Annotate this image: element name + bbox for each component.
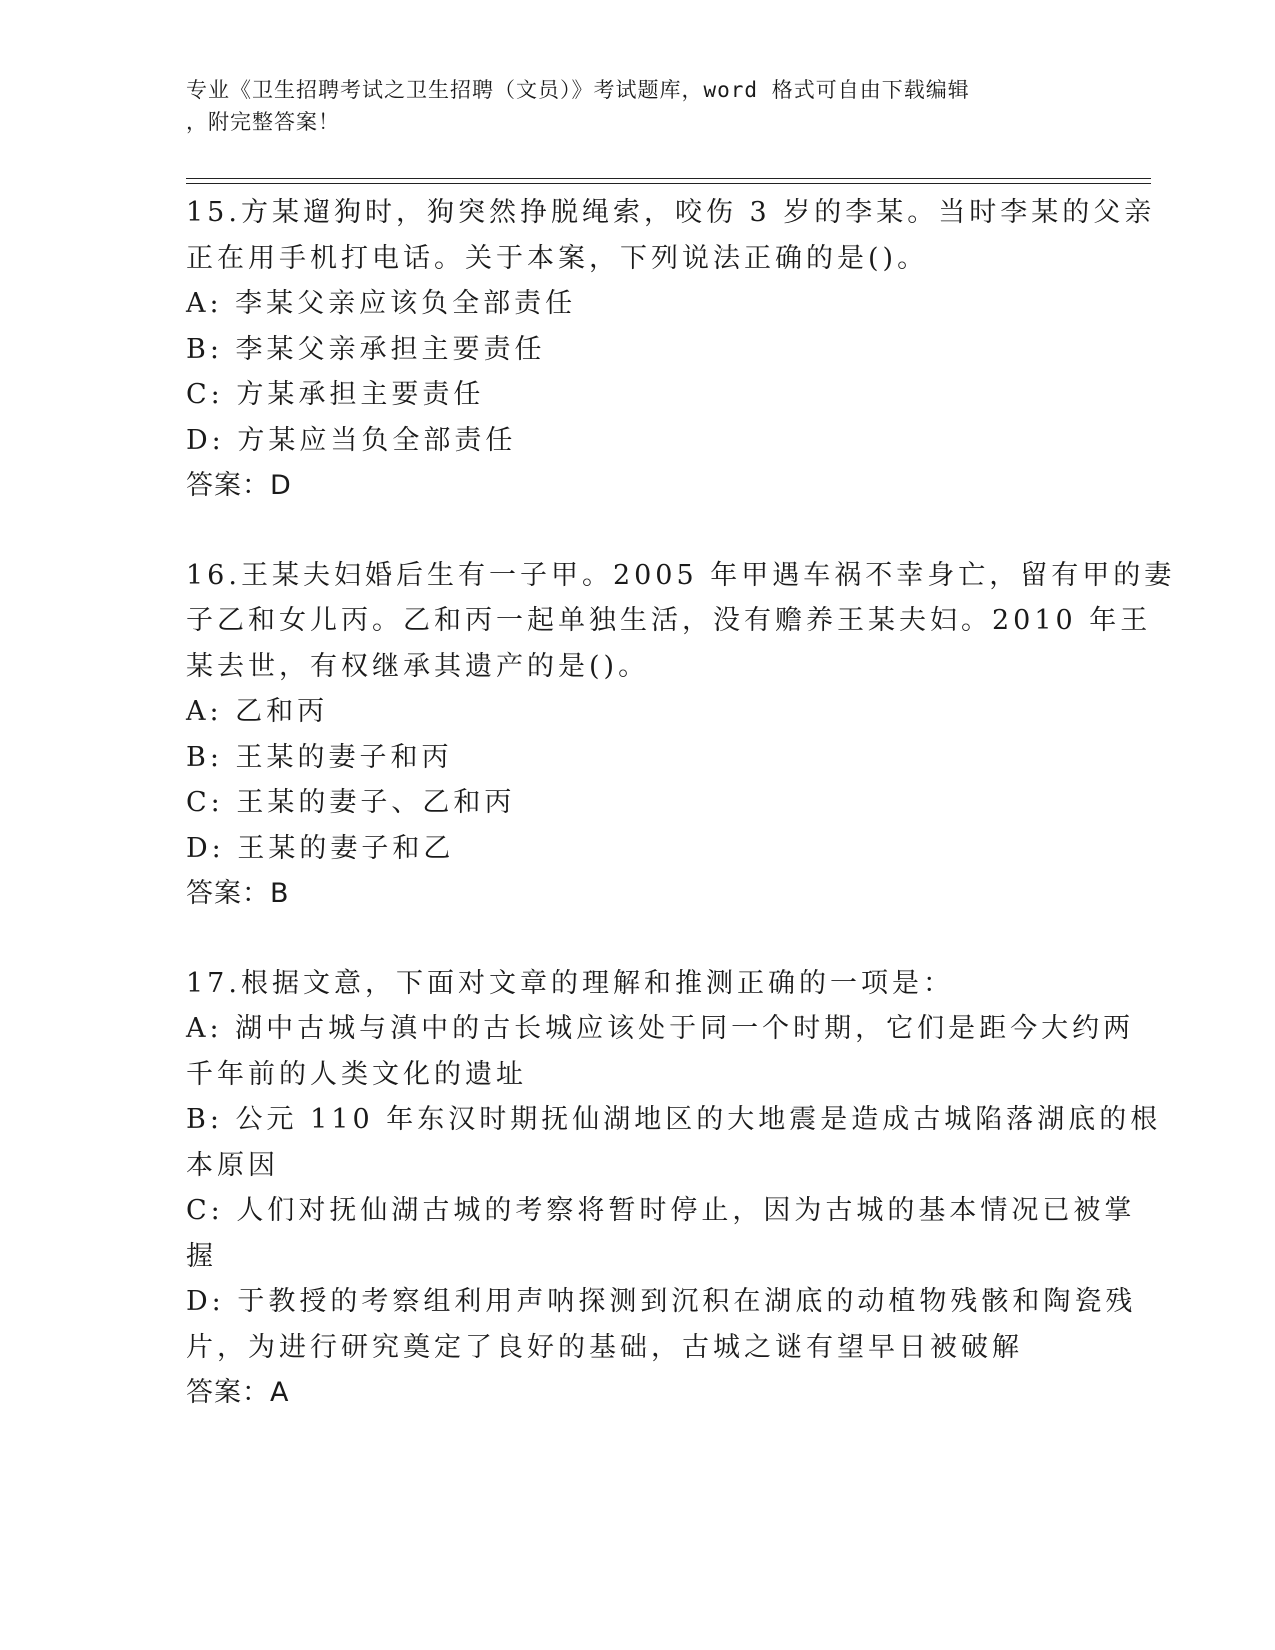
header-line-1: 专业《卫生招聘考试之卫生招聘（文员）》考试题库，word 格式可自由下载编辑 — [186, 78, 970, 102]
option-b: B: 李某父亲承担主要责任 — [186, 333, 546, 365]
document-header — [186, 74, 1066, 138]
option-c: C: 王某的妻子、乙和丙 — [186, 787, 516, 818]
question-stem-line: 正在用手机打电话。关于本案，下列说法正确的是()。 — [186, 242, 929, 274]
header-line-2: ，附完整答案！ — [186, 110, 340, 134]
question-15 — [186, 190, 1156, 509]
option-c: C: 方某承担主要责任 — [186, 379, 485, 410]
answer-line: 答案：A — [186, 1377, 290, 1408]
answer-line: 答案：D — [186, 470, 292, 501]
question-stem-line: 某去世，有权继承其遗产的是()。 — [186, 650, 650, 682]
question-17 — [186, 961, 1162, 1416]
option-d: D: 王某的妻子和乙 — [186, 832, 455, 864]
option-c: C: 人们对抚仙湖古城的考察将暂时停止，因为古城的基本情况已被掌 — [186, 1195, 1136, 1226]
question-stem-line: 子乙和女儿丙。乙和丙一起单独生活，没有赡养王某夫妇。2010 年王 — [186, 605, 1152, 636]
option-a: A: 李某父亲应该负全部责任 — [186, 288, 577, 319]
option-a: A: 乙和丙 — [186, 696, 329, 727]
question-stem-line: 15.方某遛狗时，狗突然挣脱绳索，咬伤 3 岁的李某。当时李某的父亲 — [186, 197, 1156, 228]
option-b: B: 王某的妻子和丙 — [186, 741, 453, 773]
option-b: B: 公元 110 年东汉时期抚仙湖地区的大地震是造成古城陷落湖底的根 — [186, 1104, 1162, 1135]
question-stem-line: 17.根据文意，下面对文章的理解和推测正确的一项是： — [186, 967, 954, 999]
option-d-continued: 片，为进行研究奠定了良好的基础，古城之谜有望早日被破解 — [186, 1331, 1023, 1363]
question-stem-line: 16.王某夫妇婚后生有一子甲。2005 年甲遇车祸不幸身亡，留有甲的妻 — [186, 559, 1176, 591]
question-16 — [186, 553, 1176, 917]
option-a: A: 湖中古城与滇中的古长城应该处于同一个时期，它们是距今大约两 — [186, 1013, 1135, 1044]
question-list — [186, 190, 1176, 1416]
option-a-continued: 千年前的人类文化的遗址 — [186, 1058, 527, 1090]
header-divider-top — [186, 178, 1151, 179]
option-d: D: 方某应当负全部责任 — [186, 424, 517, 456]
option-c-continued: 握 — [186, 1240, 217, 1272]
answer-line: 答案：B — [186, 878, 290, 909]
option-b-continued: 本原因 — [186, 1149, 279, 1181]
option-d: D: 于教授的考察组利用声呐探测到沉积在湖底的动植物残骸和陶瓷残 — [186, 1286, 1137, 1317]
header-divider-bottom — [186, 183, 1151, 184]
